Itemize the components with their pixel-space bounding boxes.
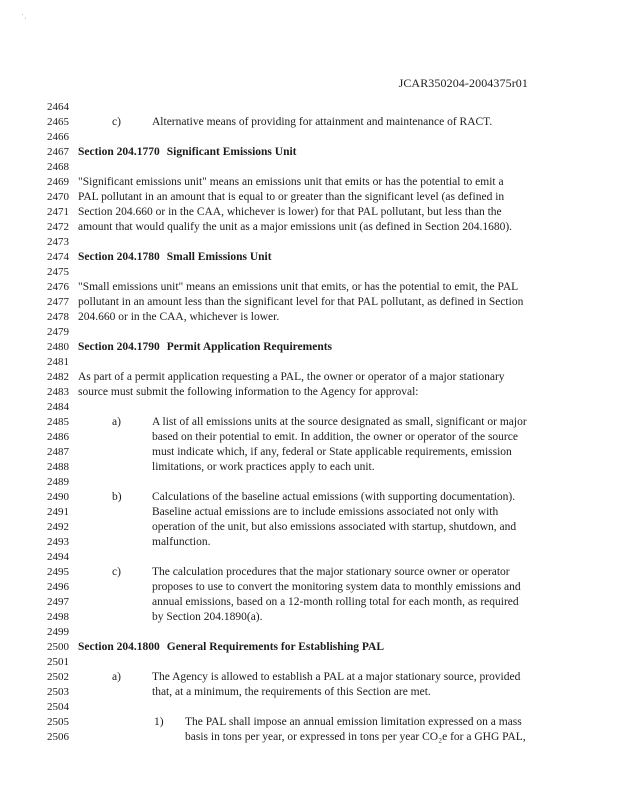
- document-line: [0, 670, 618, 685]
- line-number: 2473: [47, 236, 69, 248]
- body-text: The Agency is allowed to establish a PAL at a major stationary source, provided: [152, 671, 521, 683]
- body-text: The PAL shall impose an annual emission limitation expressed on a mass: [185, 716, 522, 728]
- list-marker: 1): [154, 716, 164, 728]
- line-number: 2488: [47, 461, 69, 473]
- document-line: [0, 700, 618, 715]
- body-text: based on their potential to emit. In addition, the owner or operator of the source: [152, 431, 518, 443]
- document-line: [0, 235, 618, 250]
- document-line: [0, 625, 618, 640]
- list-marker: c): [112, 566, 121, 578]
- section-heading: [78, 145, 297, 160]
- line-number: 2479: [47, 326, 69, 338]
- document-line: [0, 325, 618, 340]
- section-number: Section 204.1790: [78, 341, 160, 353]
- body-text: The calculation procedures that the major stationary source owner or operator: [152, 566, 510, 578]
- line-number: 2465: [47, 116, 69, 128]
- document-line: [0, 115, 618, 130]
- line-number: 2470: [47, 191, 69, 203]
- document-line: [0, 205, 618, 220]
- body-text: source must submit the following information to the Agency for approval:: [78, 386, 419, 398]
- document-line: [0, 580, 618, 595]
- line-number: 2478: [47, 311, 69, 323]
- document-line: [0, 460, 618, 475]
- line-number: 2475: [47, 266, 69, 278]
- line-number: 2502: [47, 671, 69, 683]
- line-number: 2486: [47, 431, 69, 443]
- document-line: [0, 265, 618, 280]
- body-text: 204.660 or in the CAA, whichever is lower.: [78, 311, 280, 323]
- line-number: 2503: [47, 686, 69, 698]
- document-line: [0, 685, 618, 700]
- body-text: PAL pollutant in an amount that is equal to or greater than the significant level (as defined in: [78, 191, 505, 203]
- body-text: proposes to use to convert the monitoring system data to monthly emissions and: [152, 581, 521, 593]
- body-text: must indicate which, if any, federal or State applicable requirements, emission: [152, 446, 512, 458]
- body-text: malfunction.: [152, 536, 211, 548]
- body-text: by Section 204.1890(a).: [152, 611, 263, 623]
- document-line: [0, 355, 618, 370]
- document-line: [0, 550, 618, 565]
- section-heading: [78, 250, 272, 265]
- line-number: 2489: [47, 476, 69, 488]
- line-number: 2498: [47, 611, 69, 623]
- body-text: Section 204.660 or in the CAA, whichever is lower) for that PAL pollutant, but less than the: [78, 206, 502, 218]
- line-number: 2468: [47, 161, 69, 173]
- body-text: "Significant emissions unit" means an emissions unit that emits or has the potential to emit a: [78, 176, 504, 188]
- line-number: 2481: [47, 356, 69, 368]
- line-number: 2472: [47, 221, 69, 233]
- line-number: 2497: [47, 596, 69, 608]
- section-number: Section 204.1770: [78, 146, 160, 158]
- document-line: [0, 145, 618, 160]
- section-heading: [78, 340, 332, 355]
- document-line: [0, 280, 618, 295]
- document-line: [0, 490, 618, 505]
- document-line: [0, 565, 618, 580]
- document-line: [0, 475, 618, 490]
- document-line: [0, 310, 618, 325]
- document-line: [0, 655, 618, 670]
- body-text: Calculations of the baseline actual emissions (with supporting documentation).: [152, 491, 516, 503]
- section-number: Section 204.1780: [78, 251, 160, 263]
- document-line: [0, 100, 618, 115]
- line-number: 2505: [47, 716, 69, 728]
- line-number: 2485: [47, 416, 69, 428]
- list-marker: a): [112, 671, 121, 683]
- body-text: operation of the unit, but also emissions associated with startup, shutdown, and: [152, 521, 517, 533]
- line-number: 2492: [47, 521, 69, 533]
- line-number: 2504: [47, 701, 69, 713]
- document-line: [0, 190, 618, 205]
- document-line: [0, 430, 618, 445]
- line-number: 2493: [47, 536, 69, 548]
- line-number: 2501: [47, 656, 69, 668]
- list-marker: c): [112, 116, 121, 128]
- body-text: limitations, or work practices apply to each unit.: [152, 461, 375, 473]
- section-title: Significant Emissions Unit: [166, 146, 297, 158]
- section-title: Small Emissions Unit: [166, 251, 272, 263]
- line-number: 2467: [47, 146, 69, 158]
- line-number: 2494: [47, 551, 69, 563]
- document-line: [0, 130, 618, 145]
- line-number: 2487: [47, 446, 69, 458]
- document-line: [0, 250, 618, 265]
- body-text: As part of a permit application requesting a PAL, the owner or operator of a major stationary: [78, 371, 505, 383]
- body-text: A list of all emissions units at the source designated as small, significant or major: [152, 416, 527, 428]
- body-text: pollutant in an amount less than the significant level for that PAL pollutant, as defined in Section: [78, 296, 524, 308]
- line-number: 2483: [47, 386, 69, 398]
- line-number: 2464: [47, 101, 69, 113]
- document-line: [0, 640, 618, 655]
- document-line: [0, 535, 618, 550]
- document-line: [0, 295, 618, 310]
- body-text: basis in tons per year, or expressed in tons per year CO₂e for a GHG PAL,: [185, 731, 526, 743]
- line-number: 2480: [47, 341, 69, 353]
- line-number: 2496: [47, 581, 69, 593]
- list-marker: a): [112, 416, 121, 428]
- document-line: [0, 595, 618, 610]
- numbered-lines: [0, 100, 618, 745]
- document-id: JCAR350204-2004375r01: [398, 76, 528, 90]
- body-text: annual emissions, based on a 12-month rolling total for each month, as required: [152, 596, 519, 608]
- document-line: [0, 385, 618, 400]
- document-line: [0, 175, 618, 190]
- line-number: 2471: [47, 206, 69, 218]
- body-text: that, at a minimum, the requirements of this Section are met.: [152, 686, 431, 698]
- document-line: [0, 715, 618, 730]
- line-number: 2506: [47, 731, 69, 743]
- document-line: [0, 505, 618, 520]
- document-line: [0, 400, 618, 415]
- document-line: [0, 610, 618, 625]
- document-line: [0, 370, 618, 385]
- line-number: 2477: [47, 296, 69, 308]
- line-number: 2499: [47, 626, 69, 638]
- scan-specks: ' ,: [22, 14, 27, 20]
- line-number: 2500: [47, 641, 69, 653]
- section-title: General Requirements for Establishing PAL: [166, 641, 385, 653]
- list-marker: b): [112, 491, 122, 503]
- line-number: 2495: [47, 566, 69, 578]
- section-number: Section 204.1800: [78, 641, 160, 653]
- section-heading: [78, 640, 384, 655]
- line-number: 2484: [47, 401, 69, 413]
- document-line: [0, 445, 618, 460]
- line-number: 2474: [47, 251, 69, 263]
- line-number: 2476: [47, 281, 69, 293]
- line-number: 2490: [47, 491, 69, 503]
- body-text: Baseline actual emissions are to include emissions associated not only with: [152, 506, 499, 518]
- document-line: [0, 520, 618, 535]
- line-number: 2491: [47, 506, 69, 518]
- document-line: [0, 340, 618, 355]
- document-line: [0, 415, 618, 430]
- line-number: 2482: [47, 371, 69, 383]
- body-text: "Small emissions unit" means an emissions unit that emits, or has the potential to emit, the PAL: [78, 281, 519, 293]
- line-number: 2469: [47, 176, 69, 188]
- body-text: amount that would qualify the unit as a major emissions unit (as defined in Section 204.1680).: [78, 221, 513, 233]
- document-line: [0, 220, 618, 235]
- document-line: [0, 730, 618, 745]
- body-text: Alternative means of providing for attainment and maintenance of RACT.: [152, 116, 493, 128]
- section-title: Permit Application Requirements: [166, 341, 333, 353]
- document-line: [0, 160, 618, 175]
- line-number: 2466: [47, 131, 69, 143]
